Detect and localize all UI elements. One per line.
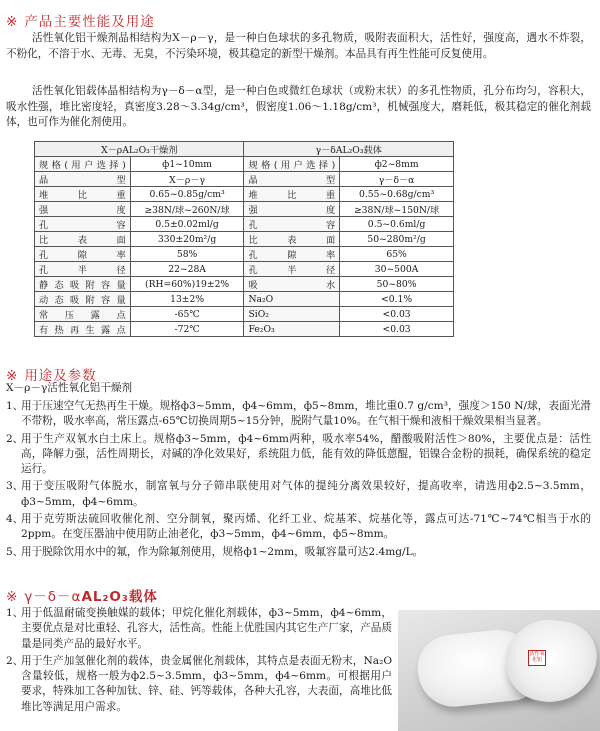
row-label: 吸水 <box>244 277 340 292</box>
table-row <box>35 157 454 172</box>
product-photo <box>398 610 600 731</box>
row-value: 330±20m²/g <box>130 232 244 247</box>
list-item-text: 用于压速空气无热再生干燥。规格ф3~5mm，ф4~6mm，ф5~8mm，堆比重0.7 g/cm³，强度＞150 N/球，表面光滑不带粉，吸水率高，常压露点-65℃切换周期5~15分钟，脱附气量10%。在气相干燥和液相干燥效果相当显著。 <box>21 400 591 428</box>
list-item-number: 4、 <box>6 513 24 526</box>
row-label: 孔隙率 <box>35 247 131 262</box>
row-value: 0.5~0.6ml/g <box>340 217 454 232</box>
row-value: ф1~10mm <box>130 157 244 172</box>
section-title-carrier: ※ γ－δ－αAL₂O₃载体 <box>6 589 158 605</box>
intro-paragraph-desiccant: 活性氧化铝干燥剂晶相结构为X－ρ－γ，是一种白色球状的多孔物质，吸附表面积大，活性好，强度高，遇水不炸裂，不粉化，不溶于水、无毒、无臭，不污染环境，极其稳定的新型干燥剂。本品具有再生性能可反复使用。 <box>6 32 591 60</box>
row-label: 静态吸附容量 <box>35 277 131 292</box>
list-item-text: 用于脱除饮用水中的氟，作为除氟剂使用，规格ф1~2mm，吸氟容量可达2.4mg/L。 <box>21 545 424 558</box>
row-value: ≥38N/球~150N/球 <box>340 202 454 217</box>
table-row <box>35 187 454 202</box>
row-label: 有热再生露点 <box>35 322 131 337</box>
row-label: 常压露点 <box>35 307 131 322</box>
row-value: -72℃ <box>130 322 244 337</box>
left-header: X－ρAL₂O₃干燥剂 <box>35 142 244 157</box>
row-label: 孔隙率 <box>244 247 340 262</box>
row-value: 13±2% <box>130 292 244 307</box>
row-label: 孔容 <box>35 217 131 232</box>
row-label: 强度 <box>244 202 340 217</box>
table-row <box>35 307 454 322</box>
list-item-text: 用于克劳斯法硫回收催化剂、空分制氧，聚丙烯、化纤工业、烷基苯、烷基化等，露点可达-71℃~74℃相当于水的2ppm。在变压器油中使用防止油老化，ф3~5mm，ф4~6mm，ф5~8mm。 <box>21 513 591 541</box>
list-item-text: 用于变压吸附气体脱水，制富氧与分子筛串联使用对气体的提纯分离效果较好，提高收率，请选用ф2.5~3.5mm，ф3~5mm，ф4~6mm。 <box>21 480 591 508</box>
spec-table <box>34 141 454 337</box>
table-row <box>35 232 454 247</box>
row-label: Fe₂O₃ <box>244 322 340 337</box>
table-row <box>35 322 454 337</box>
row-value: -65℃ <box>130 307 244 322</box>
row-value: 0.5±0.02ml/g <box>130 217 244 232</box>
row-value: 30~500A <box>340 262 454 277</box>
table-row <box>35 247 454 262</box>
row-label: 比表面 <box>244 232 340 247</box>
row-value: 50~80% <box>340 277 454 292</box>
row-label: 晶型 <box>35 172 131 187</box>
row-value: <0.1% <box>340 292 454 307</box>
row-value: 0.55~0.68g/cm³ <box>340 187 454 202</box>
row-label: 孔容 <box>244 217 340 232</box>
reference-mark-icon: ※ <box>6 368 19 384</box>
row-value: γ－δ－α <box>340 172 454 187</box>
list-item <box>6 432 591 478</box>
list-item-number: 5、 <box>6 545 24 558</box>
usage-list <box>6 399 591 562</box>
product-bag-label: 活性氧化铝 <box>528 650 546 666</box>
row-value: X－ρ－γ <box>130 172 244 187</box>
row-label: 比表面 <box>35 232 131 247</box>
row-label: 强度 <box>35 202 131 217</box>
list-item <box>6 479 591 510</box>
row-value: (RH=60%)19±2% <box>130 277 244 292</box>
row-value: ф2~8mm <box>340 157 454 172</box>
row-value: 65% <box>340 247 454 262</box>
reference-mark-icon: ※ <box>6 589 19 605</box>
table-row <box>35 172 454 187</box>
table-row <box>35 277 454 292</box>
row-label: 动态吸附容量 <box>35 292 131 307</box>
list-item <box>6 654 392 715</box>
row-label: Na₂O <box>244 292 340 307</box>
section-title-performance: ※ 产品主要性能及用途 <box>6 14 155 30</box>
section-title-usage: ※ 用途及参数 <box>6 368 97 384</box>
row-value: <0.03 <box>340 322 454 337</box>
row-value: 58% <box>130 247 244 262</box>
row-value: ≥38N/球~260N/球 <box>130 202 244 217</box>
list-item-number: 2、 <box>6 432 24 445</box>
table-row <box>35 217 454 232</box>
list-item-text: 用于生产加氢催化剂的载体，贵金属催化剂载体，其特点是表面无粉末，Na₂O含量较低，规格一般为ф2.5~3.5mm，ф3~5mm，ф4~6mm。可根据用户要求，特殊加工各种加钛、锌、硅、钙等载体，各种大孔容，大表面，高堆比低堆比等满足用户需求。 <box>21 654 392 713</box>
list-item <box>6 545 591 560</box>
row-label: 孔半径 <box>35 262 131 277</box>
row-value: 50~280m²/g <box>340 232 454 247</box>
row-label: 堆比重 <box>244 187 340 202</box>
list-item <box>6 399 591 430</box>
list-item <box>6 512 591 543</box>
row-label: 规格(用户选择) <box>244 157 340 172</box>
list-item-number: 3、 <box>6 480 24 493</box>
row-label: 堆比重 <box>35 187 131 202</box>
row-label: 晶型 <box>244 172 340 187</box>
table-row <box>35 292 454 307</box>
list-item-text: 用于低温耐硫变换触媒的载体；甲烷化催化剂载体，ф3~5mm，ф4~6mm，主要优点是对比重轻、孔容大，活性高。性能上优胜国内其它生产厂家，产品质量是同类产品的最好水平。 <box>21 607 392 650</box>
row-value: 22~28A <box>130 262 244 277</box>
row-label: SiO₂ <box>244 307 340 322</box>
list-item-text: 用于生产双氧水白土床上。规格ф3~5mm，ф4~6mm两种，吸水率54%，醋酸吸附活性＞80%，主要优点是：活性高，降解力强，活性周期长，对碱的净化效果好，系统阻力低，能有效的降低蒽醌，铝镍合金粉的损耗，确保系统的稳定运行。 <box>21 432 591 476</box>
usage-subtitle: X－ρ－γ活性氧化铝干燥剂 <box>6 382 133 394</box>
list-item-number: 2、 <box>6 654 24 667</box>
table-header-row <box>35 142 454 157</box>
row-value: <0.03 <box>340 307 454 322</box>
row-label: 规格(用户选择) <box>35 157 131 172</box>
list-item <box>6 606 392 652</box>
list-item-number: 1、 <box>6 400 24 412</box>
row-value: 0.65~0.85g/cm³ <box>130 187 244 202</box>
carrier-list <box>6 606 392 717</box>
row-label: 孔半径 <box>244 262 340 277</box>
table-row <box>35 262 454 277</box>
table-row <box>35 202 454 217</box>
intro-paragraph-carrier: 活性氧化铝载体晶相结构为γ－δ－α型，是一种白色或微红色球状（或粉末状）的多孔性物质，孔分布均匀，容积大，吸水性强，堆比密度轻，真密度3.28～3.34g/cm³，假密度1.06～1.18g/cm³，机械强度大，磨耗低，极其稳定的催化剂载体，也可作为催化剂使用。 <box>6 85 591 128</box>
reference-mark-icon: ※ <box>6 14 19 30</box>
list-item-number: 1、 <box>6 607 24 619</box>
right-header: γ－δAL₂O₃载体 <box>244 142 454 157</box>
